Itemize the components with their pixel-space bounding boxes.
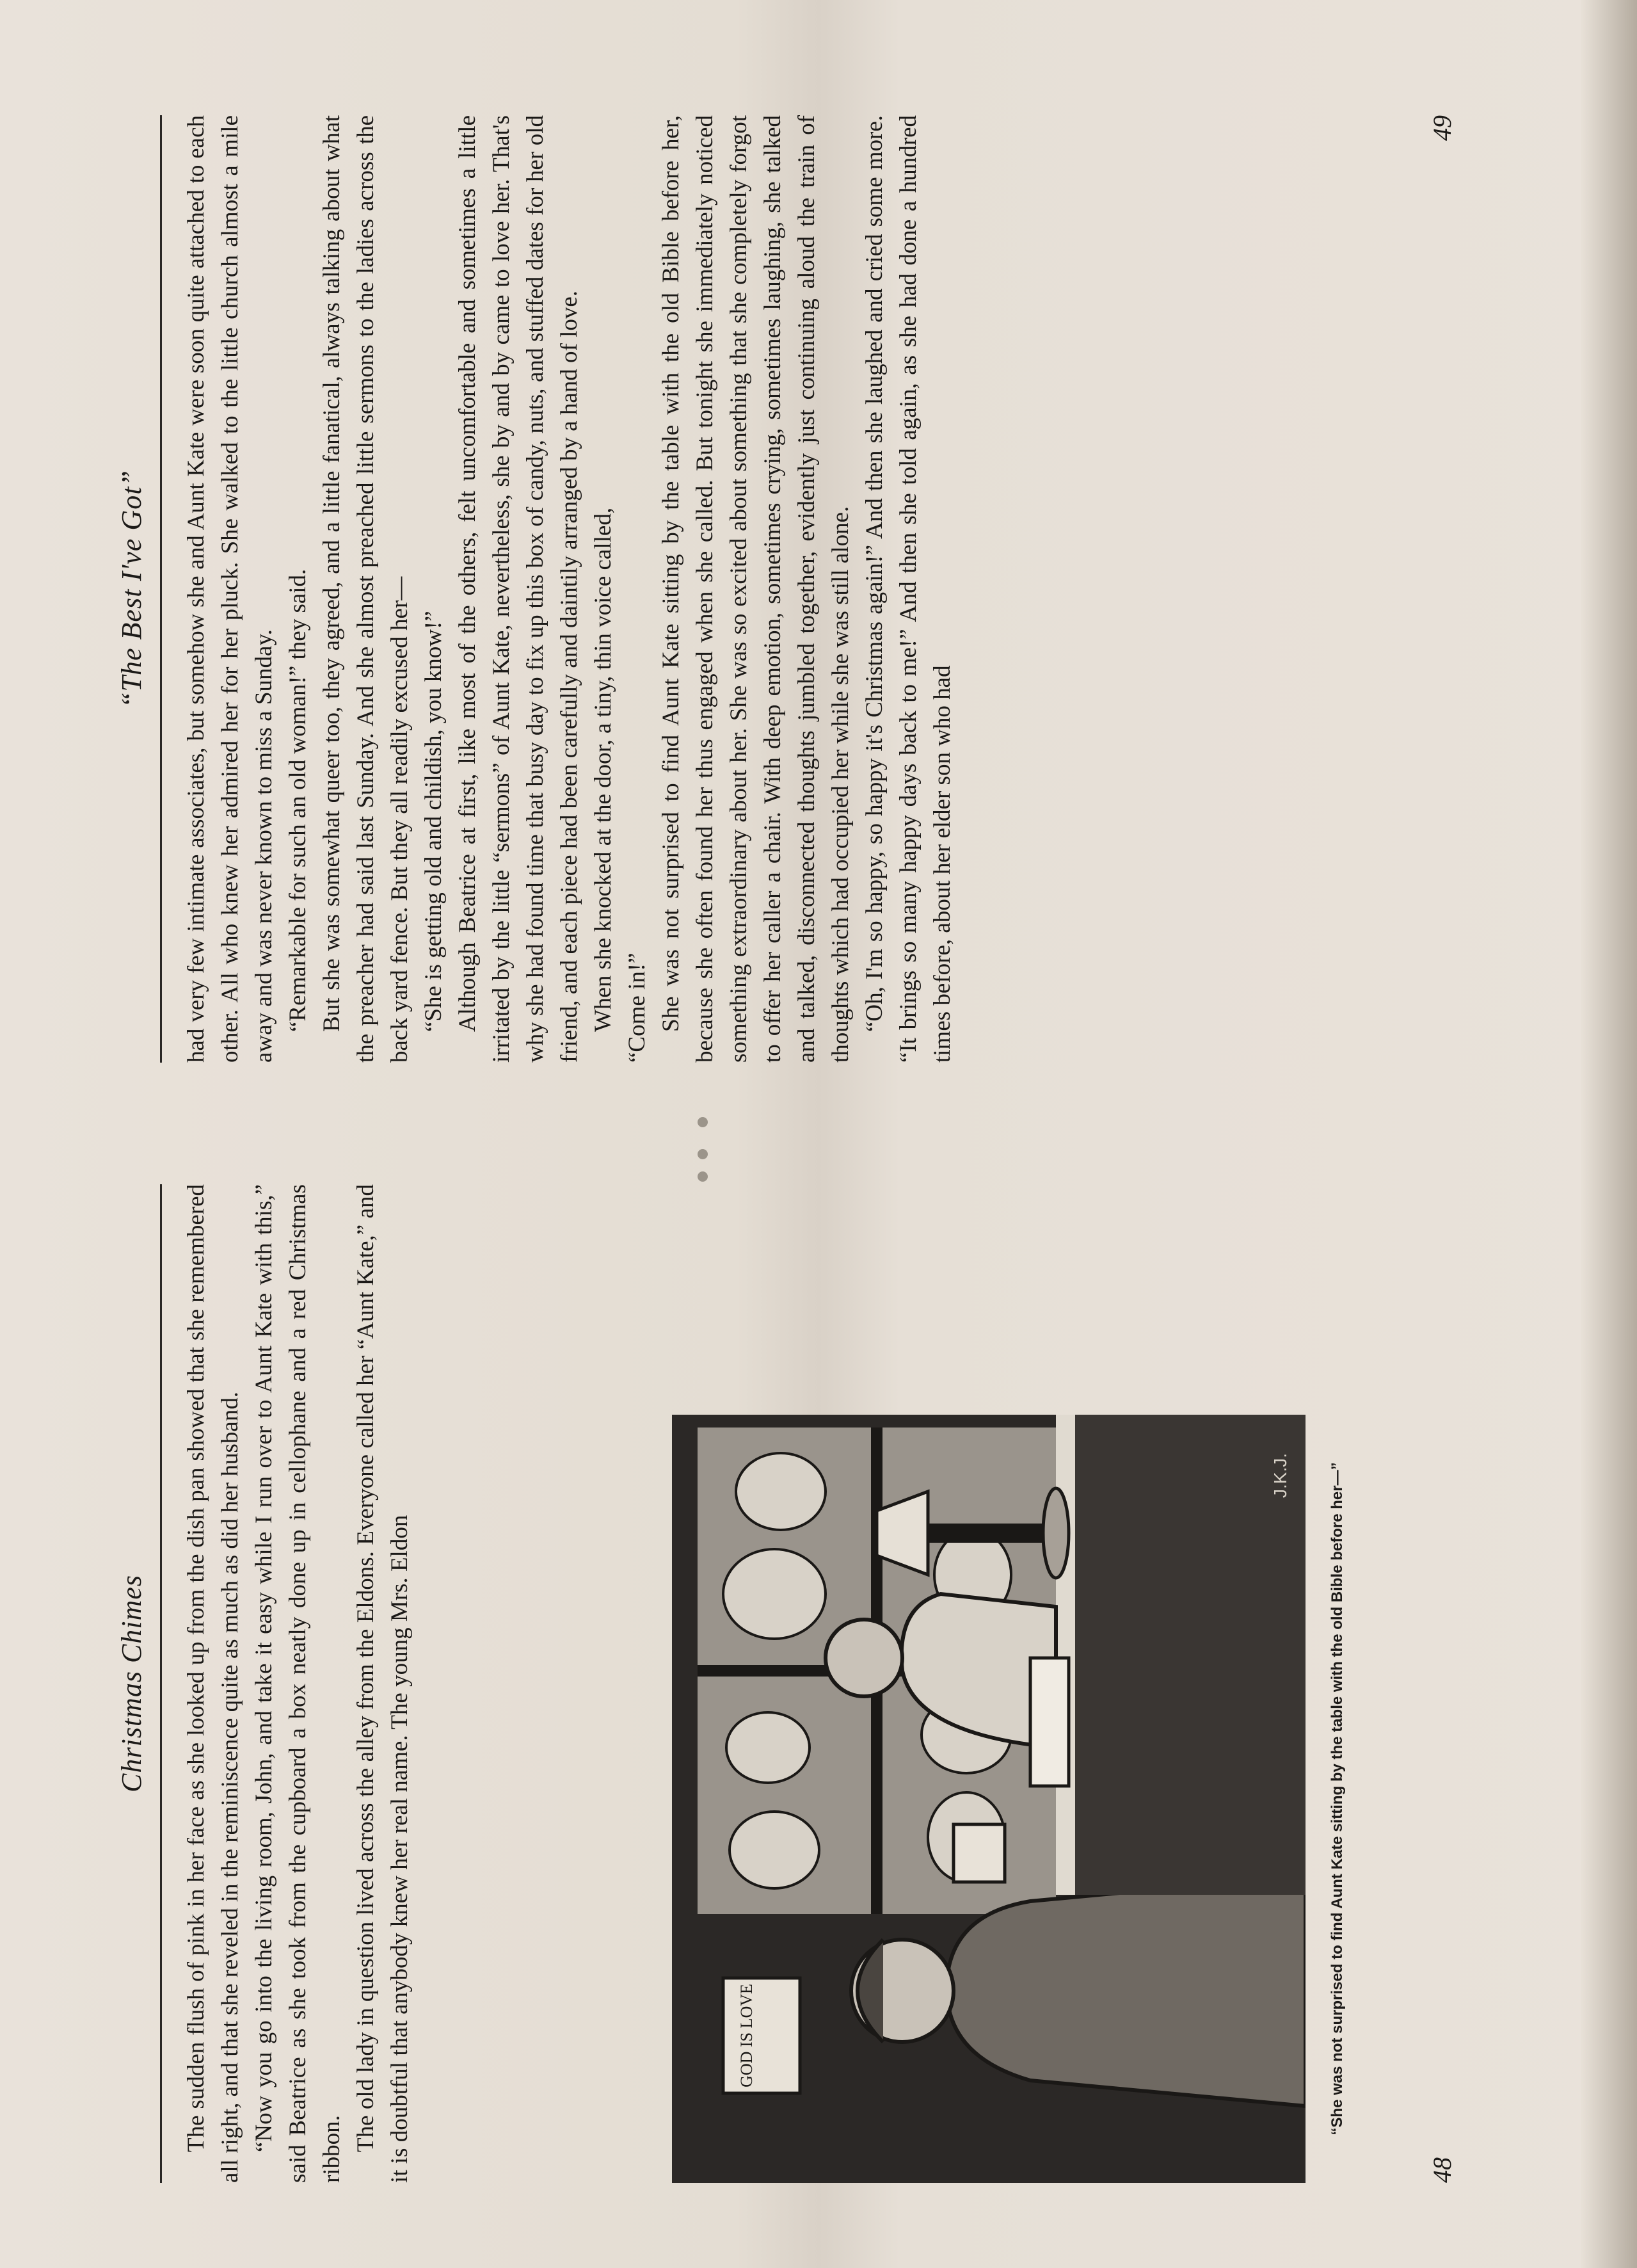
header-rule	[160, 1184, 162, 2183]
paragraph: “Remarkable for such an old woman!” they said.	[285, 568, 311, 1032]
paragraph: But she was somewhat queer too, they agreed, and a little fanatical, always talking about what the preacher had said last Sunday. And she almost preached little sermons to the ladies across the back yard fence. But they all readily excused her—	[319, 115, 413, 1063]
wall-sign-text: GOD IS LOVE	[737, 1984, 756, 2087]
paragraph: The old lady in question lived across the alley from the Eldons. Everyone called her “Aunt Kate,” and it is doubtful that anybody knew her real name. The young Mrs. Eldon	[353, 1184, 413, 2183]
right-page	[64, 77, 1457, 1101]
artist-initials: J.K.J.	[1270, 1453, 1290, 1499]
running-head: “The Best I've Got”	[116, 470, 147, 708]
paragraph: had very few intimate associates, but somehow she and Aunt Kate were soon quite attached to each other. All who knew her admired her for her pluck. She walked to the little church almost a mile away and was never known to miss a Sunday.	[183, 115, 277, 1063]
running-head: Christmas Chimes	[116, 1575, 147, 1792]
paragraph: “Come in!”	[624, 953, 650, 1063]
paragraph: “Oh, I'm so happy, so happy it's Christmas again!” And then she laughed and cried some more. “It brings so many happy days back to me!” And then she told again, as she had done a hundred times before, about her elder son who had	[861, 115, 955, 1063]
paragraph: The sudden flush of pink in her face as she looked up from the dish pan showed that she remembered all right, and that she reveled in the reminiscence quite as much as did her husband.	[183, 1184, 243, 2183]
illustration-caption: “She was not surprised to find Aunt Kate sitting by the table with the old Bible before her—”	[1329, 1462, 1346, 2135]
paragraph: “She is getting old and childish, you know!”	[420, 611, 447, 1032]
body-text	[179, 115, 959, 1063]
header-rule	[160, 115, 162, 1063]
paragraph: “Now you go into the living room, John, and take it easy while I run over to Aunt Kate with this,” said Beatrice as she took from the cupboard a box neatly done up in cellophane and a red Christmas ribbon.	[251, 1184, 345, 2183]
page-number: 49	[1428, 115, 1457, 141]
page-number: 48	[1428, 2157, 1457, 2183]
paragraph: When she knocked at the door, a tiny, thin voice called,	[590, 507, 616, 1032]
page-edge	[1581, 0, 1637, 2268]
illustration	[672, 1415, 1306, 2183]
staple-hole	[698, 1117, 708, 1127]
body-text	[179, 1184, 417, 2183]
left-page	[64, 1146, 1457, 2221]
paragraph: She was not surprised to find Aunt Kate sitting by the table with the old Bible before her, because she often found her thus engaged when she called. But tonight she immediately noticed something extraordinary about her. She was so excited about something that she completely forgot to offer her caller a chair. With deep emotion, sometimes crying, sometimes laughing, she talked and talked, disconnected thoughts jumbled together, evidently just continuing aloud the train of thoughts which had occupied her while she was still alone.	[658, 115, 854, 1063]
paragraph: Although Beatrice at first, like most of the others, felt uncomfortable and sometimes a little irritated by the little “sermons” of Aunt Kate, nevertheless, she by and by came to love her. That's why she had found time that busy day to fix up this box of candy, nuts, and stuffed dates for her old friend, and each piece had been carefully and daintily arranged by a hand of love.	[454, 115, 582, 1063]
